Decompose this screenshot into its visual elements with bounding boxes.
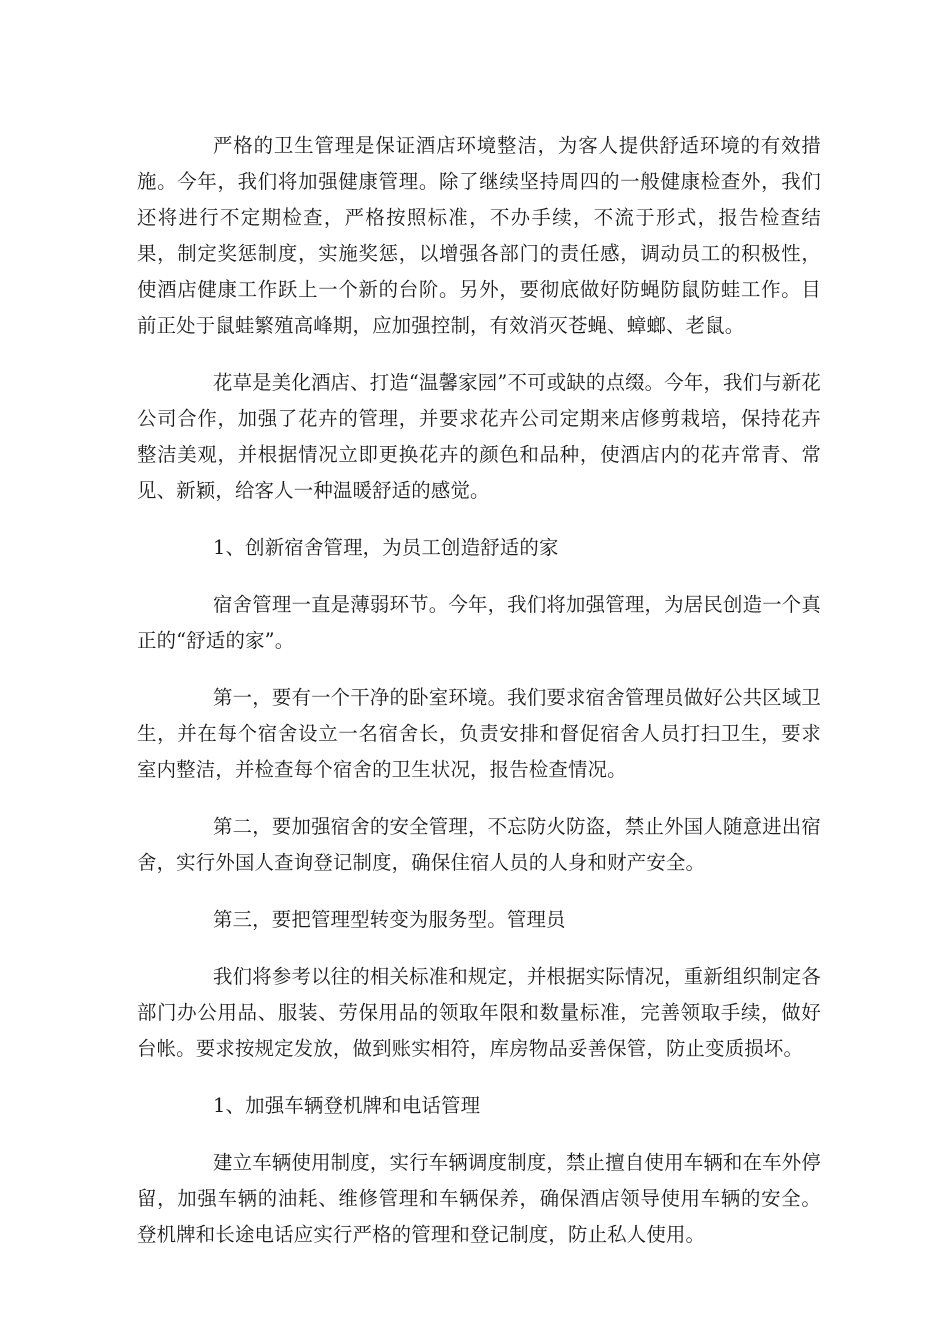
paragraph-vehicles: 建立车辆使用制度，实行车辆调度制度，禁止擅自使用车辆和在车外停留，加强车辆的油耗、维修管理和车辆保养，确保酒店领导使用车辆的安全。登机牌和长途电话应实行严格的管理和登记制度，防止私人使用。 xyxy=(137,1151,821,1246)
paragraph-hygiene: 严格的卫生管理是保证酒店环境整洁，为客人提供舒适环境的有效措施。今年，我们将加强健康管理。除了继续坚持周四的一般健康检查外，我们还将进行不定期检查，严格按照标准，不办手续，不流于形式，报告检查结果，制定奖惩制度，实施奖惩，以增强各部门的责任感，调动员工的积极性，使酒店健康工作跃上一个新的台阶。另外，要彻底做好防蝇防鼠防蛙工作。目前正处于鼠蛙繁殖高峰期，应加强控制，有效消灭苍蝇、蟑螂、老鼠。 xyxy=(137,134,821,337)
paragraph-flowers: 花草是美化酒店、打造“温馨家园”不可或缺的点缀。今年，我们与新花公司合作，加强了花卉的管理，并要求花卉公司定期来店修剪栽培，保持花卉整洁美观，并根据情况立即更换花卉的颜色和品种，使酒店内的花卉常青、常见、新颖，给客人一种温暖舒适的感觉。 xyxy=(137,371,821,502)
heading-vehicles: 1、加强车辆登机牌和电话管理 xyxy=(213,1094,481,1117)
paragraph-third: 第三，要把管理型转变为服务型。管理员 xyxy=(213,908,566,931)
paragraph-first: 第一，要有一个干净的卧室环境。我们要求宿舍管理员做好公共区域卫生，并在每个宿舍设立一名宿舍长，负责安排和督促宿舍人员打扫卫生，要求室内整洁，并检查每个宿舍的卫生状况，报告检查情况。 xyxy=(137,686,821,781)
paragraph-dormitory-intro: 宿舍管理一直是薄弱环节。今年，我们将加强管理，为居民创造一个真正的“舒适的家”。 xyxy=(137,593,821,652)
paragraph-second: 第二，要加强宿舍的安全管理，不忘防火防盗，禁止外国人随意进出宿舍，实行外国人查询登记制度，确保住宿人员的人身和财产安全。 xyxy=(137,815,821,874)
heading-dormitory: 1、创新宿舍管理，为员工创造舒适的家 xyxy=(213,536,559,559)
document-body xyxy=(137,128,821,1274)
paragraph-supplies: 我们将参考以往的相关标准和规定，并根据实际情况，重新组织制定各部门办公用品、服装、劳保用品的领取年限和数量标准，完善领取手续，做好台帐。要求按规定发放，做到账实相符，库房物品妥善保管，防止变质损坏。 xyxy=(137,965,821,1060)
